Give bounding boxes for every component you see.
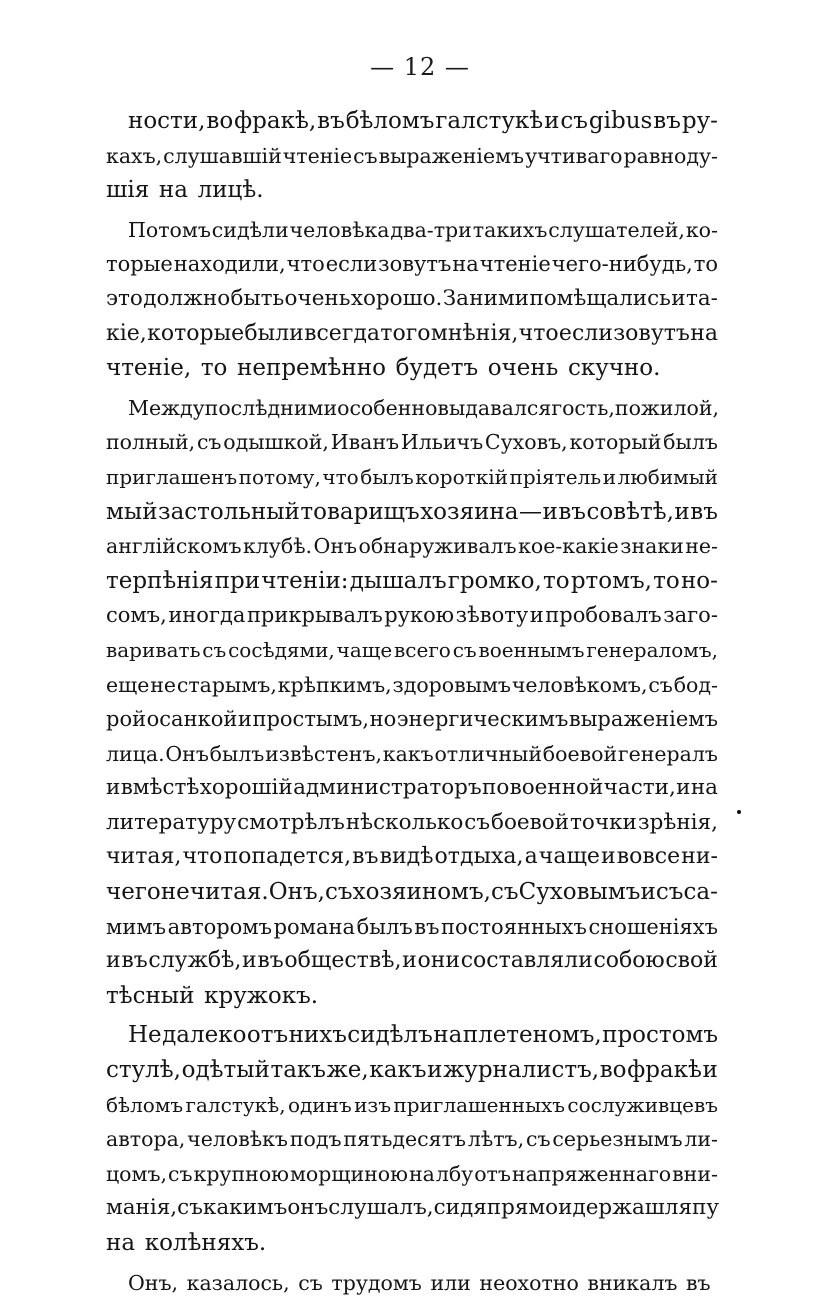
text-line: сомъ, иногда прикрывалъ рукою зѣвоту и пробовалъ заго- [106, 603, 718, 628]
text-line: читая, что попадется, въ видѣ отдыха, а чаще и вовсе ни- [106, 844, 718, 870]
text-line: и въ службѣ, и въ обществѣ, и они составляли собою свой [106, 948, 718, 974]
text-line: литературу смотрѣлъ нѣсколько съ боевой точки зрѣнія, [106, 809, 718, 835]
text-line: еще не старымъ, крѣпкимъ, здоровымъ человѣкомъ, съ бод- [106, 672, 718, 697]
text-line: лица. Онъ былъ извѣстенъ, какъ отличный боевой генералъ [106, 741, 718, 766]
text-line: ности, во фракѣ, въ бѣломъ галстукѣ и съ gibus въ ру- [128, 108, 718, 134]
text-line: Потомъ сидѣли человѣка два-три такихъ слушателей, ко- [128, 217, 718, 242]
text-line: варивать съ сосѣдями, чаще всего съ военнымъ генераломъ, [106, 637, 718, 662]
text-line: это должно быть очень хорошо. За ними помѣщались и та- [106, 285, 718, 311]
text-line: торые находили, что если зовутъ на чтеніе чего-нибудь, то [106, 252, 718, 277]
text-line: приглашенъ потому, что былъ короткій пріятель и любимый [106, 464, 718, 489]
text-line: англійскомъ клубѣ. Онъ обнаруживалъ кое-какіе знаки не- [106, 534, 718, 559]
body-text [106, 104, 718, 1300]
text-line: Не далеко отъ нихъ сидѣлъ на плетеномъ, простомъ [128, 1022, 718, 1049]
text-line: терпѣнія при чтеніи: дышалъ громко, то ртомъ, то но- [106, 567, 718, 594]
text-line: полный, съ одышкой, Иванъ Ильичъ Суховъ, который былъ [106, 430, 718, 455]
text-line: Между послѣдними особенно выдавался гость, пожилой, [128, 395, 719, 420]
text-line: чего не читая. Онъ, съ хозяиномъ, съ Суховымъ и съ са- [106, 879, 718, 906]
ink-speck [737, 810, 741, 814]
text-line: на колѣняхъ. [106, 1230, 267, 1256]
paragraph [106, 391, 718, 1014]
text-line: тѣсный кружокъ. [106, 982, 319, 1009]
text-line: цомъ, съ крупною морщиною на лбу отъ напряженнаго вни- [106, 1161, 718, 1186]
text-line: чтеніе, то непремѣнно будетъ очень скучно. [106, 355, 661, 382]
page-number: — 12 — [370, 53, 470, 81]
paragraph [106, 1018, 718, 1260]
text-line: стулѣ, одѣтый такъ же, какъ и журналистъ, во фракѣ и [106, 1057, 718, 1084]
paragraph [106, 1266, 718, 1300]
text-line: Онъ, казалось, съ трудомъ или неохотно вникалъ въ [128, 1270, 711, 1295]
paragraph [106, 213, 718, 386]
text-line: рой осанкой и простымъ, но энергическимъ выраженіемъ [106, 707, 718, 732]
text-line: кахъ, слушавшій чтеніе съ выраженіемъ учтиваго равноду- [106, 143, 718, 168]
text-line: манія, съ какимъ онъ слушалъ, сидя прямо и держа шляпу [106, 1195, 719, 1221]
text-line: кіе, которые были всегда того мнѣнія, что если зовутъ на [106, 320, 718, 346]
text-line: бѣломъ галстукѣ, одинъ изъ приглашенныхъ сослуживцевъ [106, 1092, 718, 1117]
text-line: мимъ авторомъ романа былъ въ постоянныхъ сношеніяхъ [106, 914, 718, 939]
text-line: автора, человѣкъ подъ пятьдесятъ лѣтъ, съ серьезнымъ ли- [106, 1127, 718, 1152]
text-line: мый застольный товарищъ хозяина — и въ совѣтѣ, и въ [106, 498, 718, 525]
text-line: и вмѣстѣ хорошій администраторъ по военной части, и на [106, 775, 718, 801]
paragraph [106, 104, 718, 208]
text-line: шія на лицѣ. [106, 177, 264, 204]
